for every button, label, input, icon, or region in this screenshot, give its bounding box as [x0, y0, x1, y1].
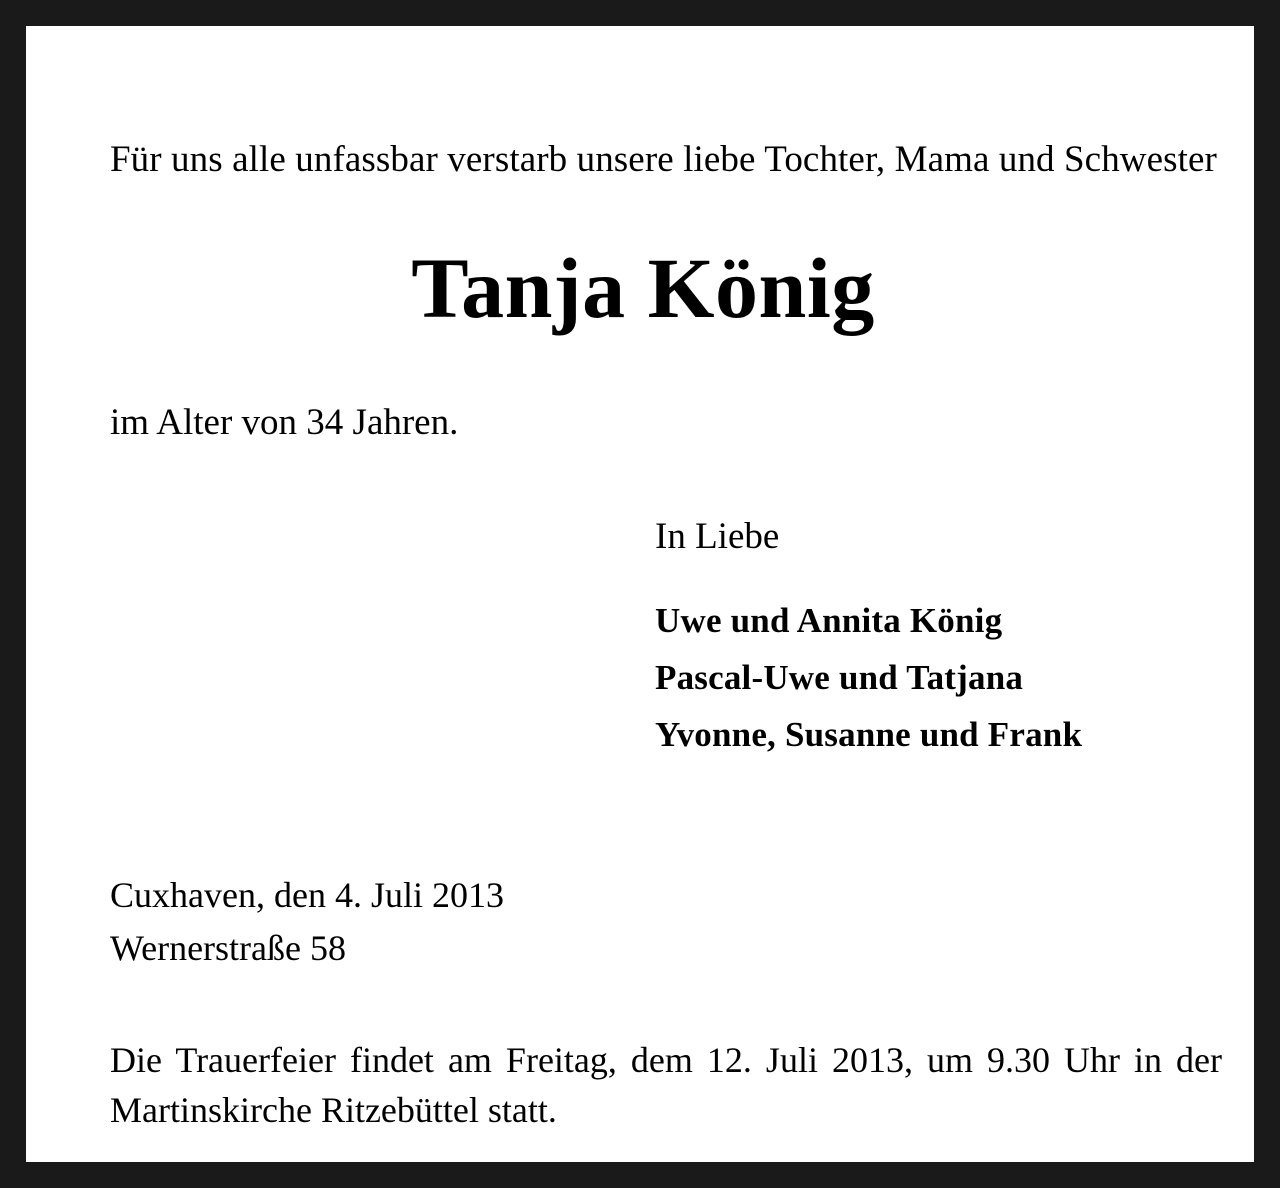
- deceased-name: Tanja König: [411, 239, 875, 336]
- intro-text: Für uns alle unfassbar verstarb unsere liebe Tochter, Mama und Schwester: [110, 139, 1217, 180]
- age-text: im Alter von 34 Jahren.: [110, 402, 459, 444]
- address: Wernerstraße 58: [110, 927, 346, 968]
- obituary-card: [26, 26, 1254, 1162]
- family-member: Uwe und Annita König: [655, 601, 1003, 641]
- deceased-name-block: [110, 239, 1176, 336]
- place-date: Cuxhaven, den 4. Juli 2013: [110, 875, 504, 916]
- family-block: [655, 513, 1176, 763]
- place-date-block: [110, 869, 1176, 973]
- family-member: Pascal-Uwe und Tatjana: [655, 658, 1024, 698]
- closing-salutation: In Liebe: [655, 516, 780, 558]
- ceremony-text: Die Trauerfeier findet am Freitag, dem 12. Juli 2013, um 9.30 Uhr in der Martinskirche Ritzebüttel statt.: [110, 1039, 1222, 1130]
- family-member: Yvonne, Susanne und Frank: [655, 714, 1083, 754]
